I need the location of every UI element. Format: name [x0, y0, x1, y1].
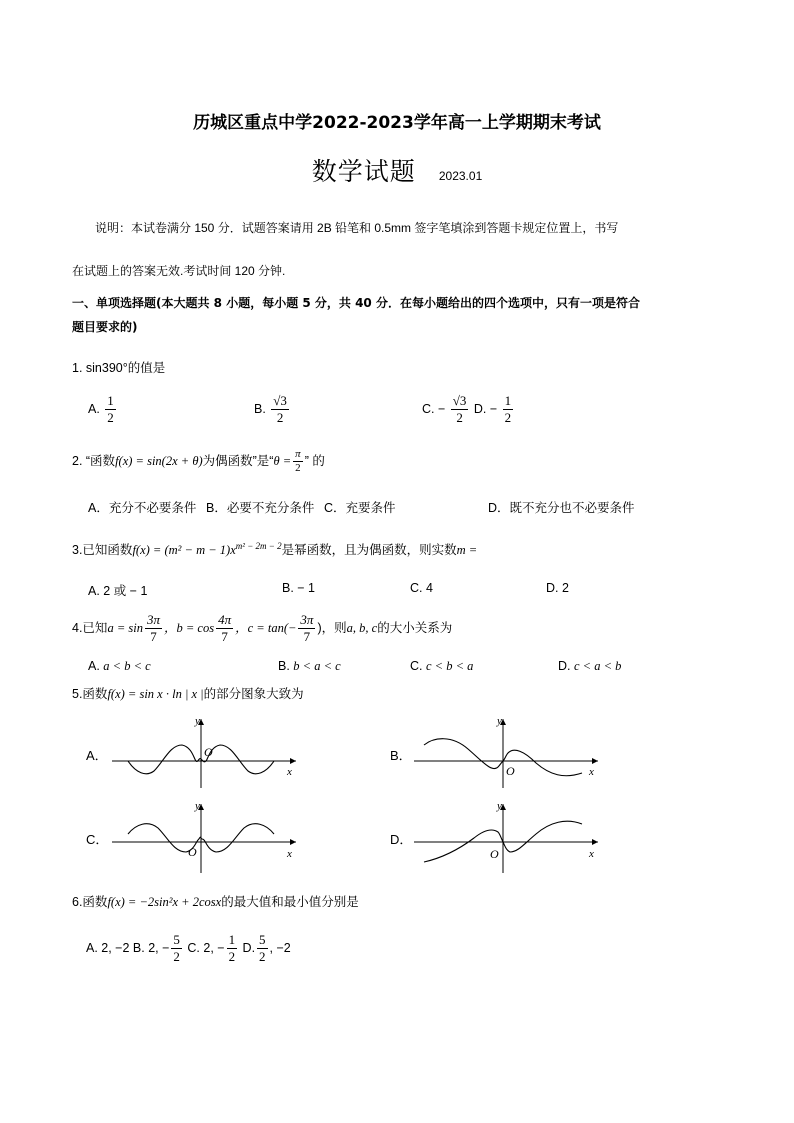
- q4-b-num: 4π: [218, 612, 232, 627]
- q1-b-num: √3: [273, 393, 287, 408]
- q6-c-label: C. 2, −: [187, 940, 225, 955]
- q4-a-den: 7: [150, 629, 157, 644]
- q1-a-den: 2: [107, 410, 114, 425]
- x-axis-arrow-icon: [290, 758, 296, 764]
- q6-d-num: 5: [259, 932, 266, 947]
- y-label: y: [195, 715, 200, 727]
- q2-theta: θ =: [273, 453, 292, 468]
- instructions-line2: 在试题上的答案无效.考试时间 120 分钟.: [72, 264, 286, 278]
- q2-func: f(x) = sin(2x + θ): [115, 453, 203, 468]
- q1-option-a: [88, 393, 118, 426]
- q1-option-b: [254, 393, 291, 426]
- q3-exp: m² − 2m − 2: [235, 540, 282, 551]
- q4-opt-a-label: A.: [88, 659, 100, 673]
- q6-b-frac: [171, 932, 182, 965]
- q6-d-label: D.: [242, 940, 256, 955]
- origin-label: O: [204, 745, 213, 759]
- q5-option-d-label: D．: [390, 832, 413, 847]
- q4-option-b: [278, 659, 341, 674]
- q5-graph-a: [110, 715, 300, 790]
- q4-c-den: 7: [303, 629, 311, 644]
- q2-mid: 为偶函数”是“: [202, 453, 274, 468]
- q5-option-a-label: A．: [86, 748, 108, 763]
- q4-b-expr: ，b = cos: [163, 620, 215, 635]
- q6-b-label: B. 2, −: [132, 940, 170, 955]
- q4-suffix: 的大小关系为: [377, 620, 453, 635]
- q1-d-label: D. −: [473, 401, 498, 416]
- q1-b-label: B.: [254, 401, 266, 416]
- q3-option-b: B. − 1: [282, 581, 316, 595]
- q4-stem: [72, 612, 452, 645]
- q4-opt-d-label: D.: [558, 659, 571, 673]
- x-label: x: [287, 848, 292, 860]
- q4-a-frac: [145, 612, 162, 645]
- y-label: y: [497, 800, 502, 812]
- q5-graph-d: [412, 800, 602, 875]
- q4-c-expr: ，c = tan(−: [235, 620, 297, 635]
- q2-option-b: B．必要不充分条件: [206, 501, 315, 515]
- q4-c-frac: [298, 612, 315, 645]
- q2-frac: [293, 448, 303, 475]
- q2-option-a: A．充分不必要条件: [88, 501, 197, 515]
- q1-a-frac: [105, 393, 116, 426]
- q2-prefix: 2. “函数: [72, 453, 116, 468]
- q4-option-a: [88, 659, 151, 674]
- origin-label: O: [506, 764, 515, 778]
- q6-d-suffix: , −2: [269, 940, 291, 955]
- x-axis-arrow-icon: [592, 839, 598, 845]
- y-label: y: [497, 715, 502, 727]
- q1-c-num: √3: [452, 393, 467, 408]
- q1-d-den: 2: [504, 410, 512, 425]
- q5-prefix: 5.函数: [72, 687, 108, 701]
- q4-opt-b-label: B.: [278, 659, 290, 673]
- q3-var: m =: [456, 543, 478, 557]
- q3-option-c: C. 4: [410, 581, 433, 595]
- q6-b-den: 2: [173, 949, 180, 964]
- q4-opt-c-expr: c < b < a: [425, 659, 474, 673]
- q4-vars: a, b, c: [346, 620, 378, 635]
- q2-pi: π: [295, 448, 301, 460]
- q6-d-den: 2: [259, 949, 266, 964]
- q1-a-num: 1: [107, 393, 114, 408]
- x-label: x: [589, 766, 594, 778]
- q3-option-d: D. 2: [546, 581, 569, 595]
- q2-stem: [72, 448, 325, 475]
- q1-b-den: 2: [276, 410, 284, 425]
- q3-suffix: 是幂函数，且为偶函数，则实数: [281, 543, 457, 557]
- q2-option-d: D．既不充分也不必要条件: [488, 501, 635, 515]
- q4-close: ): [317, 620, 322, 635]
- q6-d-frac: [257, 932, 268, 965]
- section1-heading-line2: 题目要求的): [72, 320, 138, 334]
- q4-opt-a-expr: a < b < c: [103, 659, 151, 673]
- q2-two: 2: [295, 462, 301, 474]
- q1-d-frac: [503, 393, 514, 426]
- q3-option-a: A. 2 或 − 1: [88, 584, 148, 598]
- q6-c-num: 1: [228, 932, 236, 947]
- q6-option-a: A. 2, −2: [86, 940, 130, 955]
- q4-opt-d-expr: c < a < b: [573, 659, 622, 673]
- x-axis-arrow-icon: [592, 758, 598, 764]
- q3-prefix: 3.已知函数: [72, 543, 133, 557]
- q4-c-num: 3π: [300, 612, 314, 627]
- q6-c-frac: [227, 932, 238, 965]
- q6-suffix: 的最大值和最小值分别是: [221, 895, 359, 909]
- q4-option-d: [558, 659, 621, 674]
- q4-option-c: [410, 659, 473, 674]
- q1-c-label: C. −: [422, 401, 446, 416]
- q4-then: ，则: [321, 620, 347, 635]
- q1-stem: 1. sin390°的值是: [72, 361, 166, 375]
- q4-a-num: 3π: [146, 612, 160, 627]
- q4-b-frac: [216, 612, 233, 645]
- q4-b-den: 7: [221, 629, 228, 644]
- x-label: x: [287, 766, 292, 778]
- q1-c-frac: [451, 393, 469, 426]
- q5-option-c-label: C．: [86, 832, 109, 847]
- q1-b-frac: [271, 393, 289, 426]
- x-axis-arrow-icon: [290, 839, 296, 845]
- q6-b-num: 5: [173, 932, 180, 947]
- q5-suffix: 的部分图象大致为: [203, 687, 304, 701]
- section1-heading-line1: 一、单项选择题(本大题共 8 小题，每小题 5 分，共 40 分．在每小题给出的四个选项中，只有一项是符合: [72, 296, 640, 310]
- q5-func: f(x) = sin x · ln | x |: [107, 687, 204, 701]
- q5-graph-c: [110, 800, 300, 875]
- q6-c-den: 2: [228, 949, 236, 964]
- q5-option-b-label: B．: [390, 748, 412, 763]
- q6-options: [86, 932, 291, 965]
- x-label: x: [589, 848, 594, 860]
- q1-c-den: 2: [456, 410, 463, 425]
- subject-title: 数学试题: [311, 157, 416, 186]
- q4-opt-b-expr: b < a < c: [293, 659, 341, 673]
- q6-stem: [72, 892, 359, 910]
- q2-option-c: C．充要条件: [324, 501, 396, 515]
- origin-label: O: [490, 847, 499, 861]
- y-label: y: [195, 800, 200, 812]
- q4-prefix: 4.已知: [72, 620, 108, 635]
- q6-prefix: 6.函数: [72, 895, 108, 909]
- q4-opt-c-label: C.: [410, 659, 423, 673]
- q5-graph-b: [412, 715, 602, 790]
- q3-func: f(x) = (m² − m − 1)x: [132, 543, 236, 557]
- q3-stem: [72, 540, 477, 558]
- q6-func: f(x) = −2sin²x + 2cosx: [107, 895, 222, 909]
- q1-option-c: [422, 393, 515, 426]
- q2-suffix: ” 的: [304, 453, 325, 468]
- q1-d-num: 1: [504, 393, 512, 408]
- q5-stem: [72, 684, 304, 702]
- exam-date: 2023.01: [438, 169, 483, 183]
- exam-title: 历城区重点中学2022-2023学年高一上学期期末考试: [193, 113, 601, 133]
- origin-label: O: [188, 845, 197, 859]
- q1-a-label: A.: [88, 401, 100, 416]
- exam-subtitle: [0, 152, 794, 188]
- q4-a-expr: a = sin: [107, 620, 143, 635]
- instructions-line1: 说明：本试卷满分 150 分．试题答案请用 2B 铅笔和 0.5mm 签字笔填涂到答题卡规定位置上，书写: [95, 221, 619, 235]
